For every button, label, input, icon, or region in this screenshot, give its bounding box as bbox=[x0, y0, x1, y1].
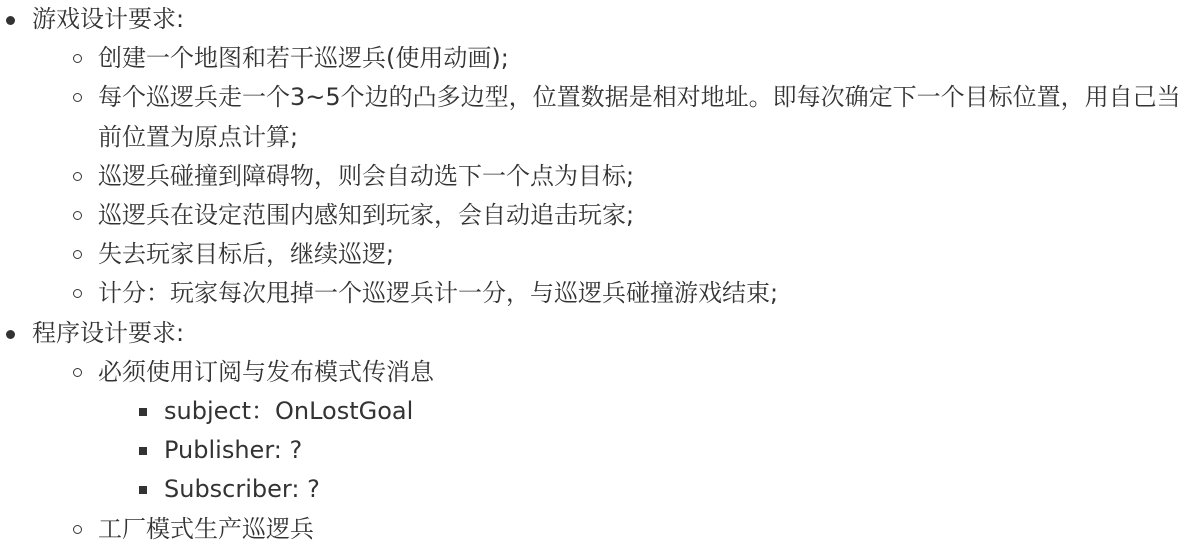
list-item bbox=[98, 157, 1195, 196]
pubsub-sublist bbox=[164, 392, 1195, 510]
square-bullet-icon bbox=[139, 408, 147, 416]
square-bullet-icon bbox=[139, 447, 147, 455]
disc-bullet-icon bbox=[6, 16, 15, 25]
list-item bbox=[98, 39, 1195, 78]
list-item bbox=[98, 196, 1195, 235]
list-item bbox=[98, 78, 1195, 156]
section-heading: 程序设计要求: bbox=[32, 318, 185, 347]
list-item-text: 每个巡逻兵走一个3~5个边的凸多边型，位置数据是相对地址。即每次确定下一个目标位置，用自己当前位置为原点计算; bbox=[98, 83, 1181, 151]
sub-list-item bbox=[164, 431, 1195, 470]
list-item-text: 计分：玩家每次甩掉一个巡逻兵计一分，与巡逻兵碰撞游戏结束; bbox=[98, 279, 779, 308]
circle-bullet-icon bbox=[73, 368, 82, 377]
sub-list-item-text: Subscriber: ? bbox=[164, 475, 320, 504]
disc-bullet-icon bbox=[6, 330, 15, 339]
section-program-design bbox=[0, 314, 1195, 549]
sub-list-item bbox=[164, 392, 1195, 431]
list-item-text: 必须使用订阅与发布模式传消息 bbox=[98, 357, 434, 386]
list-item-text: 巡逻兵碰撞到障碍物，则会自动选下一个点为目标; bbox=[98, 161, 635, 190]
circle-bullet-icon bbox=[73, 525, 82, 534]
circle-bullet-icon bbox=[73, 211, 82, 220]
circle-bullet-icon bbox=[73, 250, 82, 259]
list-item bbox=[98, 353, 1195, 510]
list-item bbox=[98, 235, 1195, 274]
section-heading: 游戏设计要求: bbox=[32, 5, 185, 33]
circle-bullet-icon bbox=[73, 289, 82, 298]
list-item-text: 失去玩家目标后，继续巡逻; bbox=[98, 240, 395, 269]
program-design-list bbox=[98, 353, 1195, 549]
list-item-text: 工厂模式生产巡逻兵 bbox=[98, 514, 314, 543]
list-item bbox=[98, 510, 1195, 549]
list-item-text: 创建一个地图和若干巡逻兵(使用动画); bbox=[98, 44, 509, 73]
game-design-list bbox=[98, 39, 1195, 313]
list-item-text: 巡逻兵在设定范围内感知到玩家，会自动追击玩家; bbox=[98, 201, 635, 230]
sub-list-item-text: Publisher: ? bbox=[164, 436, 303, 465]
circle-bullet-icon bbox=[73, 93, 82, 102]
circle-bullet-icon bbox=[73, 54, 82, 63]
list-item bbox=[98, 274, 1195, 313]
square-bullet-icon bbox=[139, 486, 147, 494]
sub-list-item bbox=[164, 470, 1195, 509]
sub-list-item-text: subject：OnLostGoal bbox=[164, 397, 414, 426]
circle-bullet-icon bbox=[73, 172, 82, 181]
